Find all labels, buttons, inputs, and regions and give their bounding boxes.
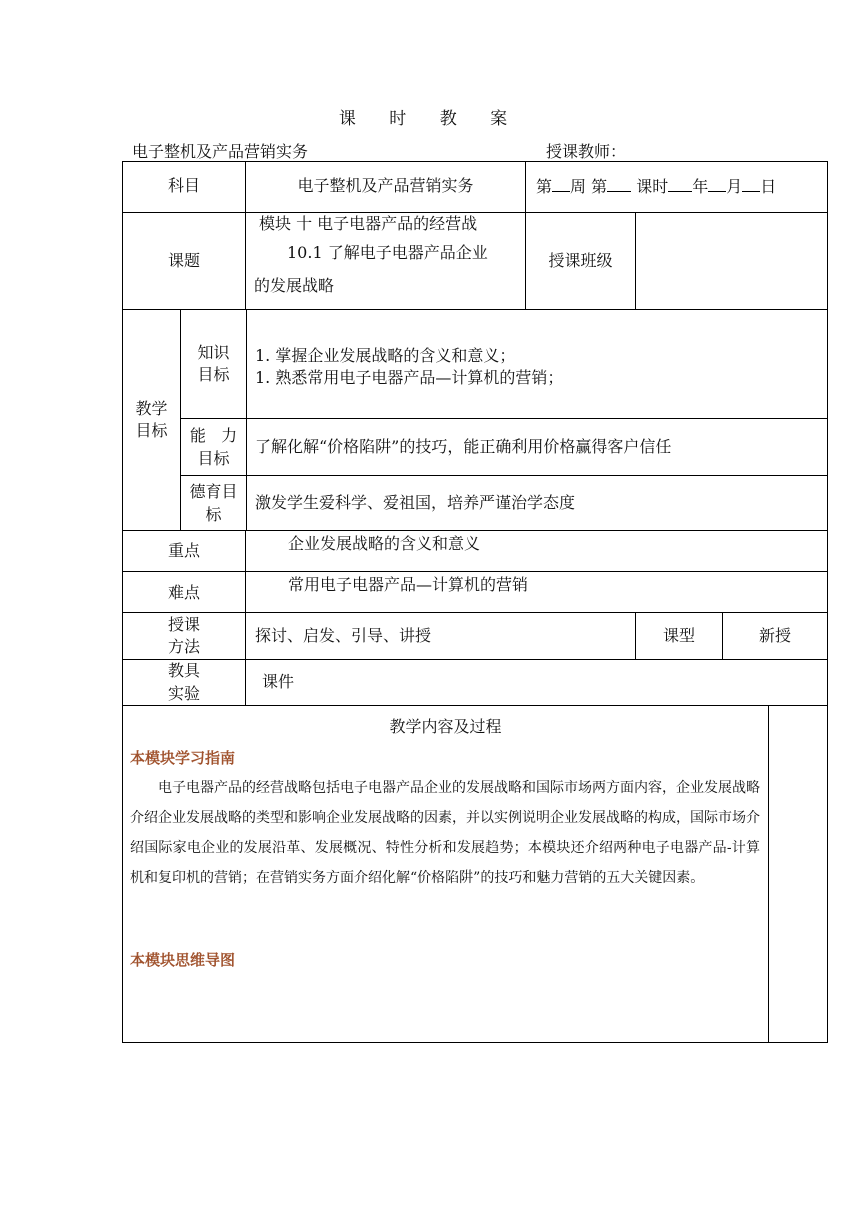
subject-value: 电子整机及产品营销实务 xyxy=(297,176,474,195)
knowledge-item-2: 1. 熟悉常用电子电器产品—计算机的营销； xyxy=(255,368,564,387)
knowledge-label-2: 目标 xyxy=(197,365,230,384)
moral-label-2: 标 xyxy=(205,505,222,524)
knowledge-label-1: 知识 xyxy=(197,343,230,362)
schedule-text: 周 第 xyxy=(570,177,608,196)
topic-line-1: 模块 十 电子电器产品的经营战 xyxy=(259,214,478,233)
guide-text: 电子电器产品的经营战略包括电子电器产品企业的发展战略和国际市场两方面内容，企业发展战略介绍企业发展战略的类型和影响企业发展战略的因素，并以实例说明企业发展战略的构成，国际市场介绍国际家电企业的发展沿革、发展概况、特性分析和发展趋势；本模块还介绍两种电子电器产品-计算机和复印机的营销；在营销实务方面介绍化解“价格陷阱”的技巧和魅力营销的五大关键因素。 xyxy=(130,780,760,886)
class-label: 授课班级 xyxy=(548,251,613,270)
schedule-text: 年 xyxy=(692,177,709,196)
topic-line-3: 的发展战略 xyxy=(254,276,335,295)
content-heading: 教学内容及过程 xyxy=(389,717,502,736)
knowledge-item-1: 1. 掌握企业发展战略的含义和意义； xyxy=(255,346,516,365)
schedule-line xyxy=(536,175,826,198)
method-label-1: 授课 xyxy=(167,615,200,634)
topic-label: 课题 xyxy=(167,251,200,270)
month-blank[interactable] xyxy=(708,175,726,192)
schedule-text: 日 xyxy=(760,177,777,196)
year-blank[interactable] xyxy=(668,175,692,192)
key-point-label: 重点 xyxy=(167,541,200,560)
tools-label-2: 实验 xyxy=(167,684,200,703)
topic-line-2: 10.1 了解电子电器产品企业 xyxy=(287,243,488,262)
subject-label: 科目 xyxy=(167,176,200,195)
ability-label-2: 目标 xyxy=(197,449,230,468)
difficult-point-label: 难点 xyxy=(167,583,200,602)
day-blank[interactable] xyxy=(742,175,760,192)
teacher-label: 授课教师： xyxy=(546,142,627,161)
method-value: 探讨、启发、引导、讲授 xyxy=(255,626,432,645)
schedule-text: 月 xyxy=(726,177,743,196)
goals-label-1: 教学 xyxy=(135,399,168,418)
key-point-value: 企业发展战略的含义和意义 xyxy=(288,534,481,553)
goals-label-2: 目标 xyxy=(135,421,168,440)
course-name: 电子整机及产品营销实务 xyxy=(132,142,309,161)
period-blank[interactable] xyxy=(607,175,631,192)
tools-label-1: 教具 xyxy=(167,661,200,680)
moral-label-1: 德育目 xyxy=(189,482,238,501)
difficult-point-value: 常用电子电器产品—计算机的营销 xyxy=(288,575,529,594)
tools-value: 课件 xyxy=(262,672,295,691)
week-blank[interactable] xyxy=(552,175,570,192)
ability-value: 了解化解“价格陷阱”的技巧，能正确利用价格赢得客户信任 xyxy=(255,437,672,456)
schedule-text: 第 xyxy=(536,177,553,196)
method-label-2: 方法 xyxy=(167,637,200,656)
mindmap-title: 本模块思维导图 xyxy=(130,951,236,969)
schedule-text: 课时 xyxy=(631,177,669,196)
guide-title: 本模块学习指南 xyxy=(130,749,236,767)
moral-value: 激发学生爱科学、爱祖国，培养严谨治学态度 xyxy=(255,493,576,512)
document-title: 课 时 教 案 xyxy=(338,109,522,129)
ability-label-1: 能 力 xyxy=(189,426,238,445)
lesson-type-value: 新授 xyxy=(758,626,791,645)
lesson-type-label: 课型 xyxy=(662,626,695,645)
